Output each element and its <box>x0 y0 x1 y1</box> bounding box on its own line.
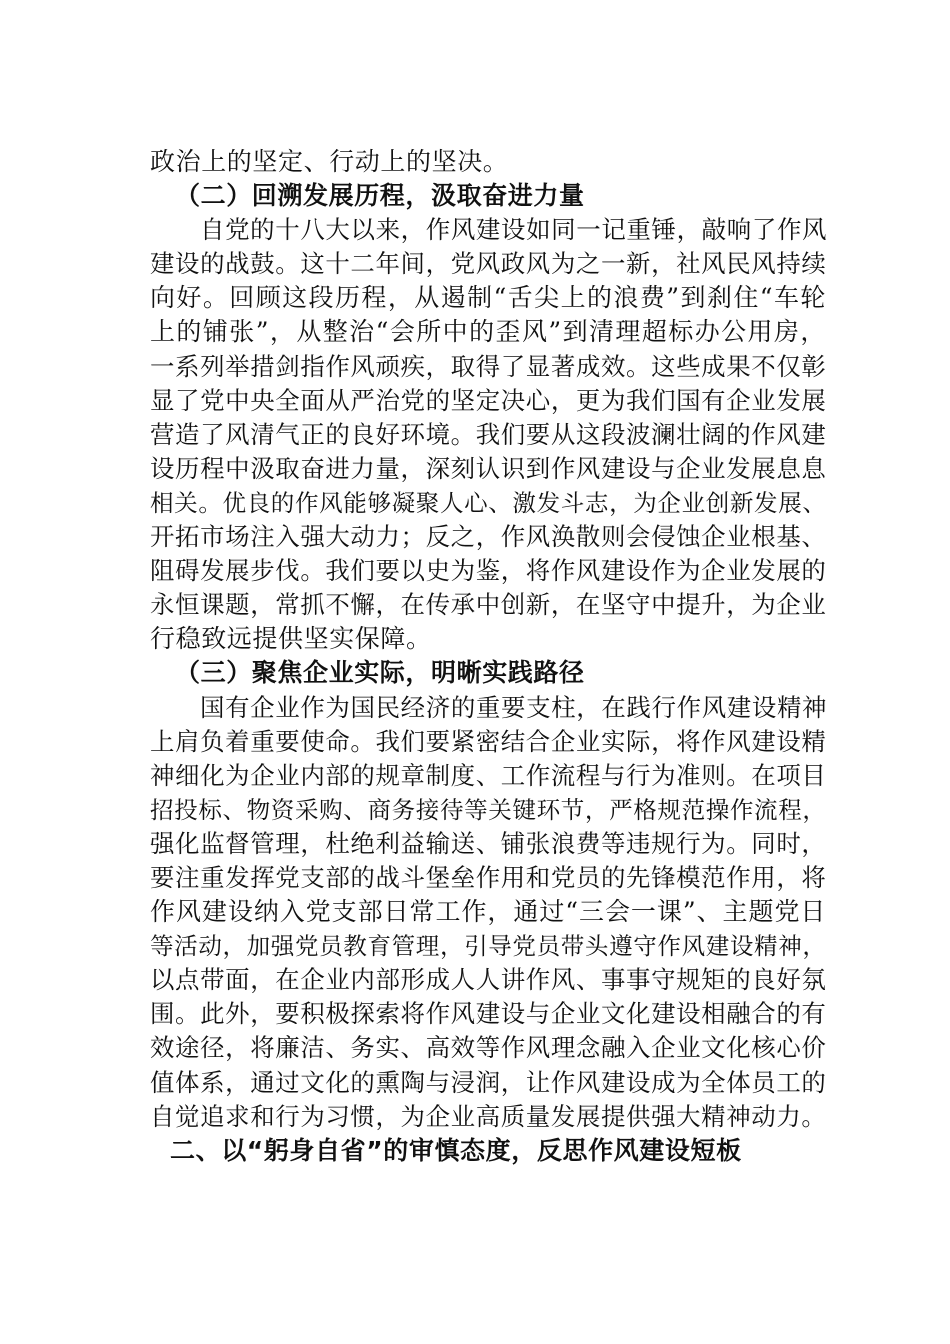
paragraph-line: 建设的战鼓。这十二年间，党风政风为之一新，社风民风持续 <box>150 249 827 279</box>
paragraph-line: 开拓市场注入强大动力；反之，作风涣散则会侵蚀企业根基、 <box>150 522 827 552</box>
paragraph-line: 上的铺张”，从整治“会所中的歪风”到清理超标办公用房， <box>150 317 826 347</box>
paragraph-first-line: 国有企业作为国民经济的重要支柱，在践行作风建设精神 <box>200 692 828 722</box>
paragraph-last-line: 行稳致远提供坚实保障。 <box>150 624 432 654</box>
paragraph-last-line: 政治上的坚定、行动上的坚决。 <box>150 147 509 176</box>
section-subheading: （二）回溯发展历程，汲取奋进力量 <box>175 181 585 211</box>
paragraph-line: 值体系，通过文化的熏陶与浸润，让作风建设成为全体员工的 <box>150 1067 827 1097</box>
paragraph-line: 作风建设纳入党支部日常工作，通过“三会一课”、主题党日 <box>150 897 826 927</box>
paragraph-line: 阻碍发展步伐。我们要以史为鉴，将作风建设作为企业发展的 <box>150 556 827 586</box>
paragraph-line: 向好。回顾这段历程，从遏制“舌尖上的浪费”到刹住“车轮 <box>150 283 826 313</box>
paragraph-line: 神细化为企业内部的规章制度、工作流程与行为准则。在项目 <box>150 760 827 790</box>
paragraph-line: 一系列举措剑指作风顽疾，取得了显著成效。这些成果不仅彰 <box>150 351 827 381</box>
section-heading: 二、以“躬身自省”的审慎态度，反思作风建设短板 <box>170 1135 742 1165</box>
paragraph-line: 永恒课题，常抓不懈，在传承中创新，在坚守中提升，为企业 <box>150 590 827 620</box>
paragraph-line: 强化监督管理，杜绝利益输送、铺张浪费等违规行为。同时， <box>150 828 827 858</box>
paragraph-line: 效途径，将廉洁、务实、高效等作风理念融入企业文化核心价 <box>150 1033 827 1063</box>
document-body <box>150 145 826 1168</box>
paragraph-line: 设历程中汲取奋进力量，深刻认识到作风建设与企业发展息息 <box>150 453 827 483</box>
paragraph-line: 自觉追求和行为习惯，为企业高质量发展提供强大精神动力。 <box>150 1101 827 1131</box>
paragraph-line: 围。此外，要积极探索将作风建设与企业文化建设相融合的有 <box>150 999 827 1029</box>
paragraph-line: 营造了风清气正的良好环境。我们要从这段波澜壮阔的作风建 <box>150 419 827 449</box>
paragraph-line: 显了党中央全面从严治党的坚定决心，更为我们国有企业发展 <box>150 385 827 415</box>
paragraph-line: 等活动，加强党员教育管理，引导党员带头遵守作风建设精神， <box>150 932 827 961</box>
paragraph-line: 招投标、物资采购、商务接待等关键环节，严格规范操作流程， <box>150 795 827 824</box>
paragraph-line: 要注重发挥党支部的战斗堡垒作用和党员的先锋模范作用，将 <box>150 862 827 892</box>
paragraph-first-line: 自党的十八大以来，作风建设如同一记重锤，敲响了作风 <box>200 215 828 245</box>
paragraph-line: 相关。优良的作风能够凝聚人心、激发斗志，为企业创新发展、 <box>150 488 827 517</box>
section-subheading: （三）聚焦企业实际，明晰实践路径 <box>175 658 585 688</box>
paragraph-line: 上肩负着重要使命。我们要紧密结合企业实际，将作风建设精 <box>150 726 827 756</box>
paragraph-line: 以点带面，在企业内部形成人人讲作风、事事守规矩的良好氛 <box>150 965 827 995</box>
